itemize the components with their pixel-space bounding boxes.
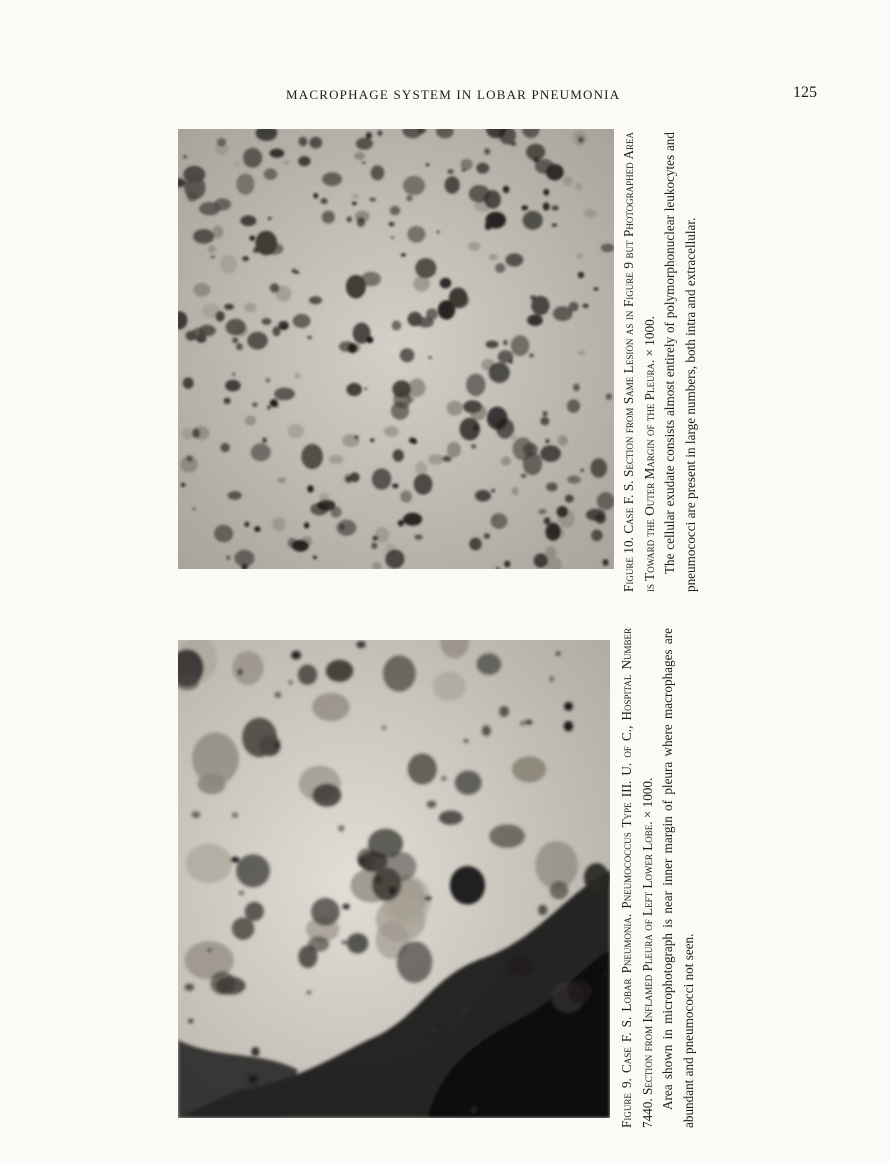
figure-10-micrograph [178,129,614,569]
figure-10-image [178,129,614,569]
figure-10-caption [619,132,701,592]
figure-9-body: Area shown in microphotograph is near inner margin of pleura where macrophages are abundant and pneumococci not seen. [660,628,696,1128]
figure-10-body: The cellular exudate consists almost entirely of polymorphonuclear leukocytes and pneumococci are present in large numbers, both intra and extracellular. [662,132,698,592]
figure-10-heading: Figure 10. Case F. S. Section from Same Lesion as in Figure 9 but Photographed Area is Toward the Outer Margin of the Pleura. × 1000. [621,132,657,592]
figure-9-micrograph [178,640,610,1118]
figure-9-image [178,640,610,1118]
running-head: MACROPHAGE SYSTEM IN LOBAR PNEUMONIA [286,87,621,102]
figure-9-heading: Figure 9. Case F. S. Lobar Pneumonia. Pneumococcus Type III. U. of C., Hospital Number 7440. Section from Inflamed Pleura of Left Lower Lobe. × 1000. [619,628,655,1128]
page-number: 125 [793,84,817,101]
figure-9-caption [617,628,699,1128]
